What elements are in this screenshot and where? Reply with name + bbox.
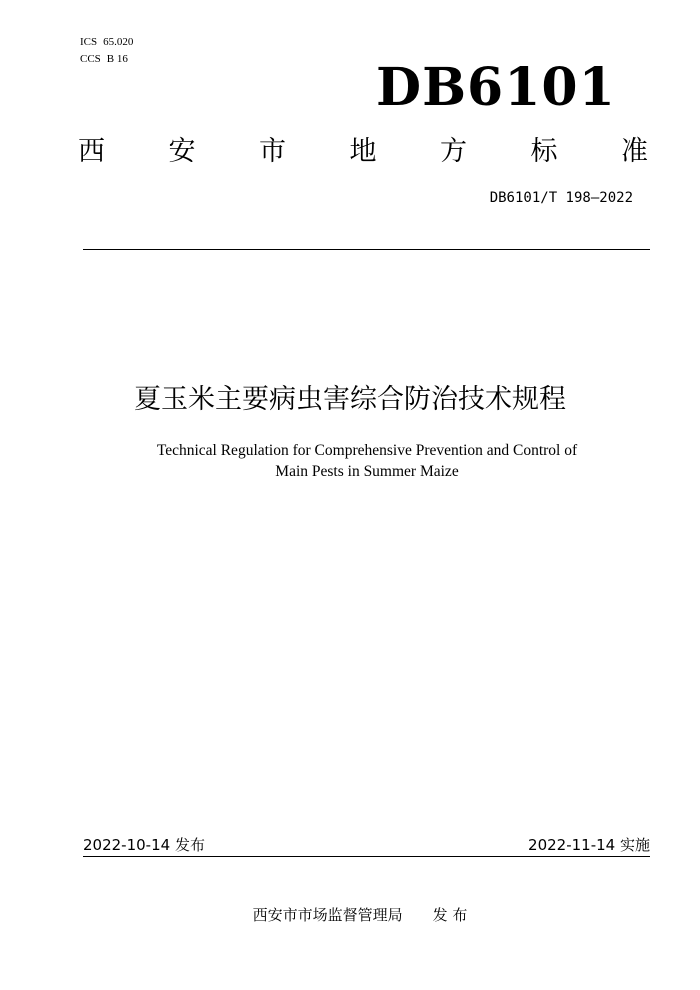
implement-date: 2022-11-14 实施 xyxy=(528,836,650,854)
issue-word: 发 布 xyxy=(432,906,468,924)
classification-codes xyxy=(80,34,139,68)
ccs-label: CCS xyxy=(80,53,101,65)
standard-type-char: 准 xyxy=(621,136,648,167)
ccs-row xyxy=(80,51,139,68)
db-logo: DB6101 xyxy=(376,57,616,118)
ics-row xyxy=(80,34,139,51)
ccs-code: B 16 xyxy=(106,53,128,65)
publish-date: 2022-10-14 发布 xyxy=(83,836,205,854)
standard-type-char: 方 xyxy=(440,136,467,167)
issuer-line xyxy=(0,904,700,925)
bottom-divider xyxy=(83,856,650,857)
ics-label: ICS xyxy=(80,36,98,48)
standard-type-title xyxy=(78,134,648,170)
standard-type-char: 地 xyxy=(349,136,377,167)
standard-number: DB6101/T 198—2022 xyxy=(489,190,633,206)
standard-type-char: 标 xyxy=(530,136,558,167)
document-title-chinese: 夏玉米主要病虫害综合防治技术规程 xyxy=(134,384,566,415)
document-title-english xyxy=(100,440,634,482)
standard-type-char: 安 xyxy=(168,136,196,167)
issuer-name: 西安市市场监督管理局 xyxy=(252,906,403,924)
ics-code: 65.020 xyxy=(103,36,134,48)
standard-type-char: 市 xyxy=(259,136,286,167)
title-en-line: Technical Regulation for Comprehensive Prevention and Control of xyxy=(156,442,578,459)
title-en-line: Main Pests in Summer Maize xyxy=(275,463,459,480)
top-divider xyxy=(83,249,650,250)
standard-type-char: 西 xyxy=(78,136,105,167)
